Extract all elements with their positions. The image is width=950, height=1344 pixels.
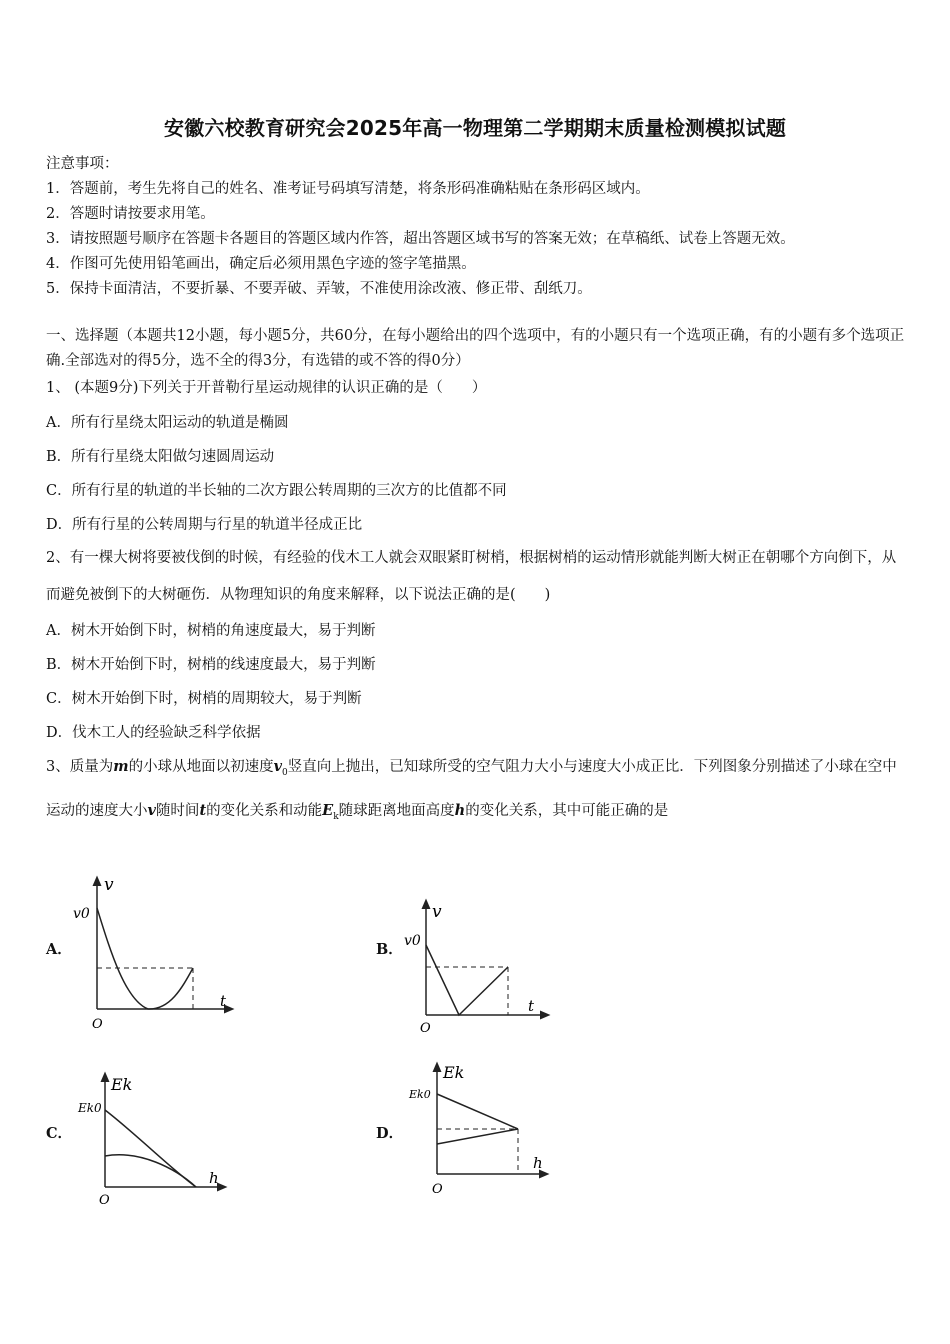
graph-a-v0-label: v0: [73, 906, 90, 922]
page-title: 安徽六校教育研究会2025年高一物理第二学期期末质量检测模拟试题: [163, 116, 787, 140]
notice-heading: 注意事项：: [46, 156, 119, 172]
notice-item: 3．请按照题号顺序在答题卡各题目的答题区域内作答，超出答题区域书写的答案无效；在草稿纸、试卷上答题无效。: [46, 231, 795, 247]
graph-c: [75, 1068, 235, 1208]
question-2-option-a: A．树木开始倒下时，树梢的角速度最大，易于判断: [46, 623, 376, 639]
graph-c-x-label: h: [209, 1169, 219, 1187]
question-3-stem: 3、质量为m的小球从地面以初速度$v_0$竖直向上抛出，已知球所受的空气阻力大小与速度大小成正比．下列图象分别描述了小球在空中运动的速度大小v随时间t的变化关系和动能$E_k$随球距离地面高度h的变化关系，其中可能正确的是: [46, 758, 897, 822]
graph-c-ek0-label: Ek0: [78, 1101, 102, 1115]
graph-a-label: A．: [46, 941, 72, 958]
question-1-option-c: C．所有行星的轨道的半长轴的二次方跟公转周期的三次方的比值都不同: [46, 483, 507, 499]
section-heading: 一、选择题（本题共12小题，每小题5分，共60分，在每小题给出的四个选项中，有的小题只有一个选项正确，有的小题有多个选项正确.全部选对的得5分，选不全的得3分，有选错的或不答的得0分）: [46, 328, 905, 369]
notice-item: 4．作图可先使用铅笔画出，确定后必须用黑色字迹的签字笔描黑。: [46, 256, 476, 272]
graph-d-ek0-label: Ek0: [409, 1088, 431, 1101]
graph-d-origin: O: [432, 1182, 443, 1197]
graph-d-ascending-line: [437, 1129, 518, 1144]
graph-c-lower-curve: [105, 1155, 196, 1187]
graph-d: [405, 1058, 555, 1198]
graph-d-label: D．: [376, 1125, 404, 1142]
graph-a-origin: O: [92, 1017, 103, 1032]
question-1-option-d: D．所有行星的公转周期与行星的轨道半径成正比: [46, 517, 363, 533]
graph-b-v0-label: v0: [404, 933, 421, 949]
question-1-stem: 1、 (本题9分)下列关于开普勒行星运动规律的认识正确的是（ ）: [46, 380, 487, 396]
graph-b-x-label: t: [528, 997, 535, 1015]
graph-c-label: C．: [46, 1125, 73, 1142]
graph-b-origin: O: [420, 1021, 431, 1036]
graph-b-y-label: v: [432, 902, 442, 922]
question-2-option-b: B．树木开始倒下时，树梢的线速度最大，易于判断: [46, 657, 376, 673]
question-2-stem: 2、有一棵大树将要被伐倒的时候，有经验的伐木工人就会双眼紧盯树梢，根据树梢的运动情形就能判断大树正在朝哪个方向倒下，从而避免被倒下的大树砸伤．从物理知识的角度来解释，以下说法正确的是( ): [46, 550, 897, 603]
notice-item: 2．答题时请按要求用笔。: [46, 206, 215, 222]
graph-b-line: [426, 945, 508, 1015]
question-2-option-d: D．伐木工人的经验缺乏科学依据: [46, 725, 261, 741]
graph-a-curve: [97, 908, 193, 1009]
question-2-option-c: C．树木开始倒下时，树梢的周期较大，易于判断: [46, 691, 362, 707]
graph-c-origin: O: [99, 1193, 110, 1208]
graph-d-y-label: Ek: [443, 1063, 465, 1082]
graph-b: [400, 895, 560, 1035]
graph-a-y-label: v: [104, 875, 114, 895]
notice-item: 1．答题前，考生先将自己的姓名、准考证号码填写清楚，将条形码准确粘贴在条形码区域内。: [46, 181, 650, 197]
question-1-option-b: B．所有行星绕太阳做匀速圆周运动: [46, 449, 275, 465]
graph-d-x-label: h: [533, 1154, 543, 1172]
question-1-option-a: A．所有行星绕太阳运动的轨道是椭圆: [46, 415, 289, 431]
graph-a: [70, 870, 240, 1035]
graph-a-x-label: t: [220, 992, 227, 1010]
notice-item: 5．保持卡面清洁，不要折暴、不要弄破、弄皱，不准使用涂改液、修正带、刮纸刀。: [46, 281, 592, 297]
graph-b-label: B．: [376, 941, 403, 958]
graph-c-y-label: Ek: [111, 1075, 133, 1094]
graph-d-descending-line: [437, 1094, 518, 1129]
